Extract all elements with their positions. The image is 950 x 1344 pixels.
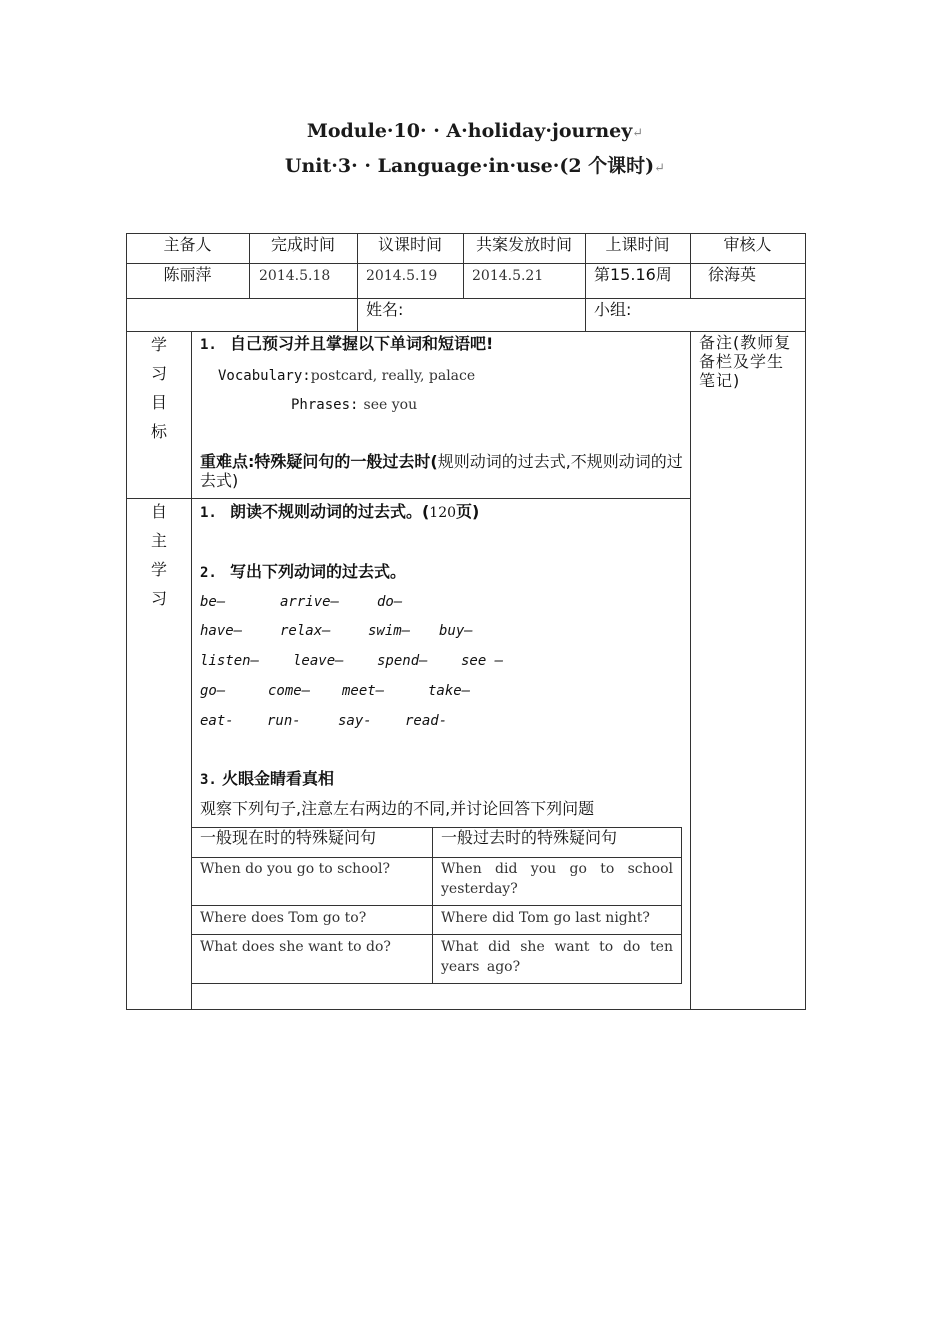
notes-column-text: 备注(教师复备栏及学生笔记) <box>699 333 792 390</box>
label-char: 自 <box>150 502 167 521</box>
verb-do: do— <box>377 594 403 610</box>
verb-come: come— <box>268 683 311 699</box>
table-border <box>191 905 682 906</box>
value-finish-time: 2014.5.18 <box>259 268 331 284</box>
goal-item-1 <box>200 334 493 355</box>
verb-leave: leave— <box>293 653 344 669</box>
verb-swim: swim— <box>368 623 411 639</box>
header-finish-time: 完成时间 <box>270 235 335 254</box>
header-reviewer: 审核人 <box>723 235 772 254</box>
key-points <box>200 452 685 490</box>
verb-run: run- <box>267 713 301 729</box>
compare-header-present: 一般现在时的特殊疑问句 <box>200 828 377 847</box>
section-self-study-label <box>149 497 169 613</box>
verb-say: say- <box>338 713 372 729</box>
table-border <box>805 233 806 1010</box>
table-border <box>126 1009 806 1010</box>
label-char: 目 <box>150 393 167 412</box>
vocabulary-line <box>218 365 475 386</box>
header-class-time: 上课时间 <box>605 235 670 254</box>
item-text: 朗读不规则动词的过去式。( <box>229 502 430 521</box>
self-item-1 <box>200 502 479 523</box>
group-label: 小组: <box>594 300 632 319</box>
compare-present-2: Where does Tom go to? <box>200 910 367 926</box>
label-char: 习 <box>150 364 167 383</box>
phrases-line <box>291 394 417 415</box>
table-border <box>690 331 691 1010</box>
section-goals-label <box>149 330 169 446</box>
verb-have: have— <box>200 623 243 639</box>
value-reviewer: 徐海英 <box>708 265 757 284</box>
item-end: 页) <box>456 502 480 521</box>
header-preparer: 主备人 <box>163 235 212 254</box>
self-item-2 <box>200 562 406 583</box>
vocab-words: postcard, really, palace <box>310 368 476 384</box>
table-border <box>191 331 192 1010</box>
header-discuss-time: 议课时间 <box>377 235 442 254</box>
table-border <box>126 263 806 264</box>
table-border <box>126 233 127 1010</box>
verb-meet: meet— <box>342 683 385 699</box>
compare-present-1: When do you go to school? <box>200 861 391 877</box>
verb-buy: buy— <box>439 623 473 639</box>
table-border <box>191 934 682 935</box>
title-line-1-text: Module·10· · A·holiday·journey <box>306 120 633 142</box>
verb-relax: relax— <box>280 623 331 639</box>
item-number: 3. <box>200 772 217 788</box>
title-line-1 <box>0 120 950 142</box>
table-border <box>432 827 433 984</box>
return-mark-icon: ↵ <box>632 126 644 141</box>
label-char: 主 <box>150 531 167 550</box>
value-class-time: 第15.16周 <box>594 265 672 284</box>
verb-spend: spend— <box>377 653 428 669</box>
verb-see: see — <box>461 653 504 669</box>
item-3-instruction: 观察下列句子,注意左右两边的不同,并讨论回答下列问题 <box>200 799 595 818</box>
key-points-normal: 规则动词的过去式,不规则动词的过去式) <box>200 452 683 490</box>
title-line-2-text: Unit·3· · Language·in·use·(2 个课时) <box>284 155 655 177</box>
phrases-words: see you <box>363 397 418 413</box>
table-border <box>126 233 806 234</box>
verb-go: go— <box>200 683 226 699</box>
name-label: 姓名: <box>366 300 404 319</box>
title-line-2 <box>0 151 950 178</box>
verb-arrive: arrive— <box>280 594 340 610</box>
label-char: 标 <box>150 422 167 441</box>
item-number: 1. <box>200 505 217 521</box>
item-text: 自己预习并且掌握以下单词和短语吧! <box>229 334 494 353</box>
table-border <box>126 331 806 332</box>
return-mark-icon: ↵ <box>654 161 666 176</box>
verb-listen: listen— <box>200 653 260 669</box>
table-border <box>191 857 682 858</box>
value-discuss-time: 2014.5.19 <box>366 268 438 284</box>
verb-eat: eat- <box>200 713 234 729</box>
key-points-bold: 重难点:特殊疑问句的一般过去时( <box>200 452 438 471</box>
compare-header-past: 一般过去时的特殊疑问句 <box>441 828 618 847</box>
verb-read: read- <box>405 713 448 729</box>
item-text: 火眼金睛看真相 <box>221 769 334 788</box>
verb-take: take— <box>428 683 471 699</box>
compare-past-3: What did she want to do ten years ago? <box>441 939 673 975</box>
table-border <box>126 298 806 299</box>
value-preparer: 陈丽萍 <box>163 265 212 284</box>
label-char: 习 <box>150 589 167 608</box>
label-char: 学 <box>150 560 167 579</box>
compare-present-3: What does she want to do? <box>200 939 391 955</box>
verb-be: be— <box>200 594 226 610</box>
table-border <box>191 983 682 984</box>
vocab-label: Vocabulary: <box>218 368 311 384</box>
compare-past-2: Where did Tom go last night? <box>441 910 650 926</box>
label-char: 学 <box>150 335 167 354</box>
item-text: 写出下列动词的过去式。 <box>229 562 406 581</box>
compare-past-1: When did you go to school yesterday? <box>441 861 673 897</box>
table-border <box>681 827 682 984</box>
phrases-label: Phrases: <box>291 397 359 413</box>
item-number: 2. <box>200 565 217 581</box>
page-number: 120 <box>429 505 457 521</box>
table-border <box>126 498 691 499</box>
header-release-time: 共案发放时间 <box>475 235 572 254</box>
value-release-time: 2014.5.21 <box>472 268 544 284</box>
item-number: 1. <box>200 337 217 353</box>
self-item-3 <box>200 769 334 790</box>
